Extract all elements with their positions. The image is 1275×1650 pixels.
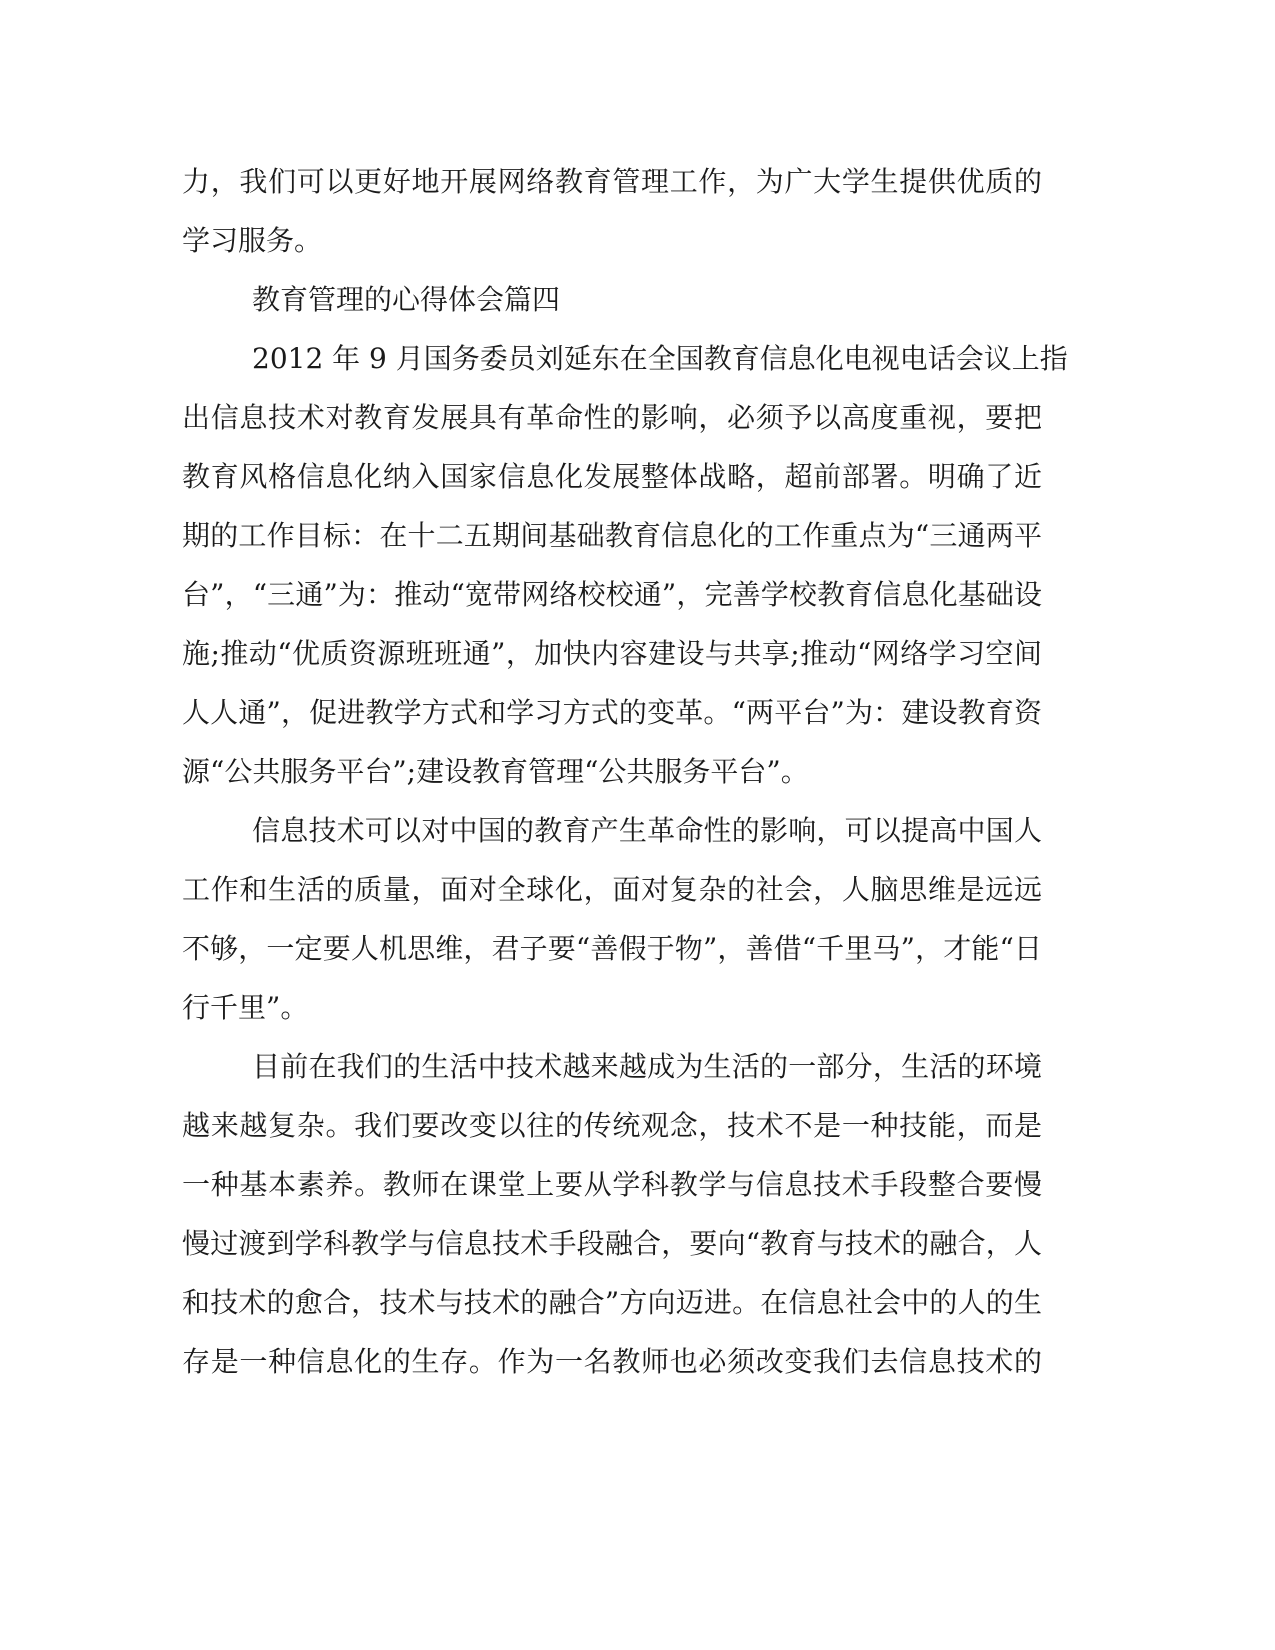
text-line: 人人通”，促进教学方式和学习方式的变革。“两平台”为：建设教育资 xyxy=(182,696,1042,729)
text-line: 行千里”。 xyxy=(182,991,309,1024)
text-line: 台”，“三通”为：推动“宽带网络校校通”，完善学校教育信息化基础设 xyxy=(182,578,1042,611)
text-line: 存是一种信息化的生存。作为一名教师也必须改变我们去信息技术的 xyxy=(182,1345,1042,1378)
text-line: 信息技术可以对中国的教育产生革命性的影响，可以提高中国人 xyxy=(252,814,1042,847)
text-line: 学习服务。 xyxy=(182,224,323,257)
text-line: 一种基本素养。教师在课堂上要从学科教学与信息技术手段整合要慢 xyxy=(182,1168,1042,1201)
text-line: 源“公共服务平台”;建设教育管理“公共服务平台”。 xyxy=(182,755,809,788)
text-line: 慢过渡到学科教学与信息技术手段融合，要向“教育与技术的融合，人 xyxy=(182,1227,1042,1260)
text-line: 出信息技术对教育发展具有革命性的影响，必须予以高度重视，要把 xyxy=(182,401,1042,434)
body-text xyxy=(182,152,1068,1391)
text-line: 力，我们可以更好地开展网络教育管理工作，为广大学生提供优质的 xyxy=(182,165,1042,198)
text-line: 期的工作目标：在十二五期间基础教育信息化的工作重点为“三通两平 xyxy=(182,519,1042,552)
text-line: 工作和生活的质量，面对全球化，面对复杂的社会，人脑思维是远远 xyxy=(182,873,1042,906)
section-heading: 教育管理的心得体会篇四 xyxy=(252,283,561,316)
text-line: 目前在我们的生活中技术越来越成为生活的一部分，生活的环境 xyxy=(252,1050,1042,1083)
text-line: 和技术的愈合，技术与技术的融合”方向迈进。在信息社会中的人的生 xyxy=(182,1286,1042,1319)
text-line: 不够，一定要人机思维，君子要“善假于物”，善借“千里马”，才能“日 xyxy=(182,932,1042,965)
text-line: 教育风格信息化纳入国家信息化发展整体战略，超前部署。明确了近 xyxy=(182,460,1042,493)
text-line: 越来越复杂。我们要改变以往的传统观念，技术不是一种技能，而是 xyxy=(182,1109,1042,1142)
text-line: 施;推动“优质资源班班通”，加快内容建设与共享;推动“网络学习空间 xyxy=(182,637,1042,670)
text-line: 2012 年 9 月国务委员刘延东在全国教育信息化电视电话会议上指 xyxy=(252,342,1068,375)
